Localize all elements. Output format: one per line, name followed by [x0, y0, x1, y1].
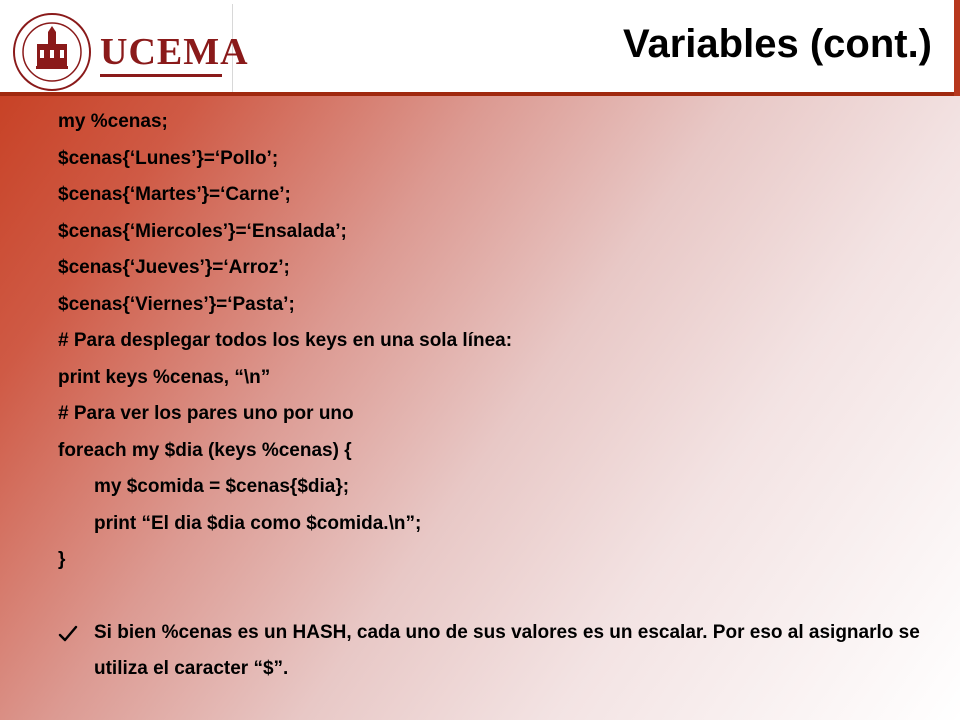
spacer: [58, 579, 938, 615]
checkmark-icon: [58, 624, 78, 644]
checkmark-note: [58, 615, 938, 688]
code-line: print keys %cenas, “\n”: [58, 366, 271, 388]
code-line: my %cenas;: [58, 111, 168, 132]
code-line-indented: print “El dia $dia como $comida.\n”;: [94, 512, 422, 534]
logo-text: UCEMA: [100, 31, 249, 73]
code-line: $cenas{‘Viernes’}=‘Pasta’;: [58, 293, 295, 315]
header-accent-strip: [954, 0, 960, 96]
code-line: }: [58, 549, 66, 570]
university-seal-icon: [12, 12, 92, 92]
slide-header: [0, 0, 960, 96]
ucema-logo: [4, 4, 249, 92]
note-text: Si bien %cenas es un HASH, cada uno de sus valores es un escalar. Por eso al asignarlo se utiliza el caracter “$”.: [94, 621, 920, 679]
code-line: foreach my $dia (keys %cenas) {: [58, 439, 352, 461]
code-line: $cenas{‘Lunes’}=‘Pollo’;: [58, 147, 279, 169]
code-comment: # Para ver los pares uno por uno: [58, 403, 354, 424]
code-line: $cenas{‘Jueves’}=‘Arroz’;: [58, 257, 290, 278]
code-line-indented: my $comida = $cenas{$dia};: [94, 476, 350, 497]
code-block: [58, 104, 938, 688]
logo-underline: [100, 74, 222, 77]
slide-title: Variables (cont.): [623, 22, 932, 66]
code-line: $cenas{‘Martes’}=‘Carne’;: [58, 184, 291, 205]
code-comment: # Para desplegar todos los keys en una sola línea:: [58, 330, 513, 351]
code-line: $cenas{‘Miercoles’}=‘Ensalada’;: [58, 220, 347, 242]
